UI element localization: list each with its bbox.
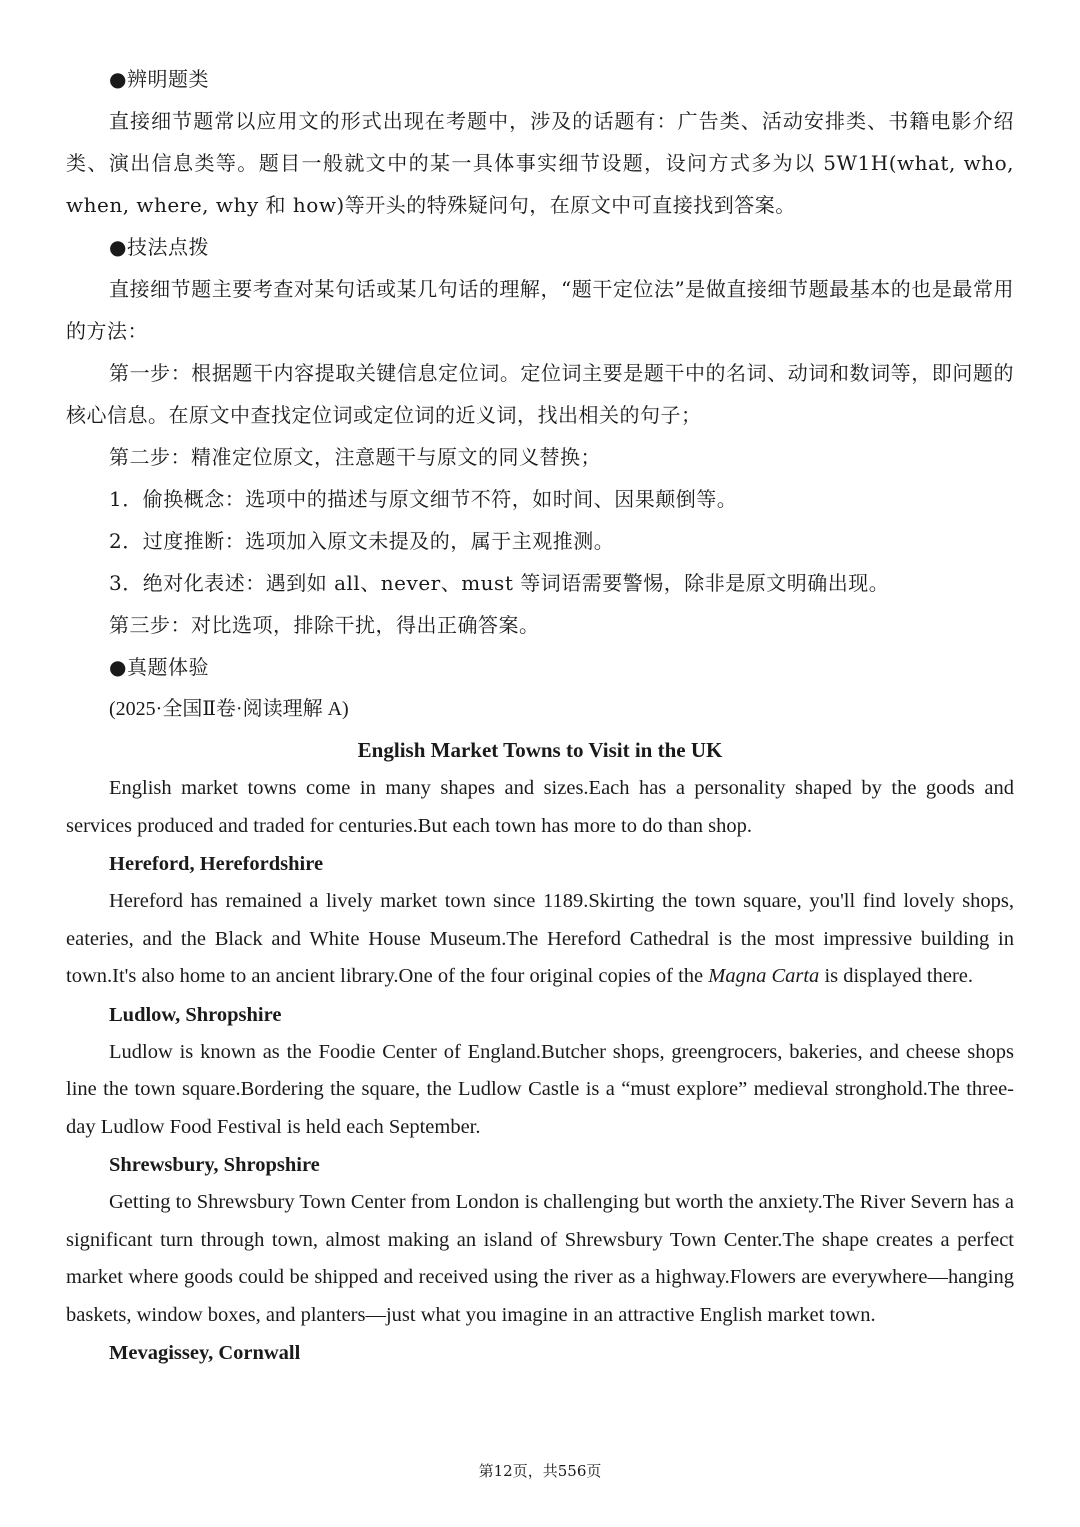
section-paragraph-tips: 直接细节题主要考查对某句话或某几句话的理解，“题干定位法”是做直接细节题最基本的也是最常用的方法： — [66, 277, 1014, 343]
hereford-text-part-b: is displayed there. — [819, 965, 974, 987]
list-item: 3．绝对化表述：遇到如 all、never、must 等词语需要警惕，除非是原文明确出现。 — [109, 571, 890, 595]
step-one: 第一步：根据题干内容提取关键信息定位词。定位词主要是题干中的名词、动词和数词等，即问题的核心信息。在原文中查找定位词或定位词的近义词，找出相关的句子； — [66, 361, 1014, 427]
hereford-text-part-a: Hereford has remained a lively market town since 1189.Skirting the town square, you'll find lovely shops, eateries, and the Black and White House Museum.The Hereford Cathedral is the most impressive building in town.It's also home to an ancient library.One of the four original copies of the — [66, 890, 1014, 987]
article-intro: English market towns come in many shapes and sizes.Each has a personality shaped by the goods and services produced and traded for centuries.But each town has more to do than shop. — [66, 777, 1014, 837]
town-heading-shrewsbury: Shrewsbury, Shropshire — [109, 1154, 320, 1176]
town-heading-hereford: Hereford, Herefordshire — [109, 853, 324, 875]
section-heading-tips: ●技法点拨 — [109, 235, 209, 259]
step-three: 第三步：对比选项，排除干扰，得出正确答案。 — [109, 613, 540, 637]
section-heading-practice: ●真题体验 — [109, 655, 209, 679]
town-heading-mevagissey: Mevagissey, Cornwall — [109, 1342, 301, 1364]
document-page — [66, 58, 1014, 1372]
list-item: 1．偷换概念：选项中的描述与原文细节不符，如时间、因果颠倒等。 — [109, 487, 738, 511]
section-paragraph-identify: 直接细节题常以应用文的形式出现在考题中，涉及的话题有：广告类、活动安排类、书籍电影介绍类、演出信息类等。题目一般就文中的某一具体事实细节设题，设问方式多为以 5W1H(what, who, when, where, why 和 how)等开头的特殊疑问句，在原文中可直接找到答案。 — [66, 109, 1014, 217]
list-item: 2．过度推断：选项加入原文未提及的，属于主观推测。 — [109, 529, 615, 553]
section-heading-identify: ●辨明题类 — [109, 67, 209, 91]
article-title: English Market Towns to Visit in the UK — [357, 738, 723, 762]
exam-source: (2025·全国Ⅱ卷·阅读理解 A) — [109, 698, 349, 720]
town-text-hereford — [66, 883, 1014, 996]
step-two: 第二步：精准定位原文，注意题干与原文的同义替换； — [109, 445, 601, 469]
town-text-ludlow: Ludlow is known as the Foodie Center of England.Butcher shops, greengrocers, bakeries, and cheese shops line the town square.Bordering the square, the Ludlow Castle is a “must explore” medieval stronghold.The three-day Ludlow Food Festival is held each September. — [66, 1040, 1014, 1138]
magna-carta-italic: Magna Carta — [708, 965, 820, 987]
town-text-shrewsbury: Getting to Shrewsbury Town Center from London is challenging but worth the anxiety.The River Severn has a significant turn through town, almost making an island of Shrewsbury Town Center.The shape creates a perfect market where goods could be shipped and received using the river as a highway.Flowers are everywhere—hanging baskets, window boxes, and planters—just what you imagine in an attractive English market town. — [66, 1191, 1014, 1326]
town-heading-ludlow: Ludlow, Shropshire — [109, 1003, 282, 1026]
page-footer: 第12页，共556页 — [478, 1462, 602, 1480]
